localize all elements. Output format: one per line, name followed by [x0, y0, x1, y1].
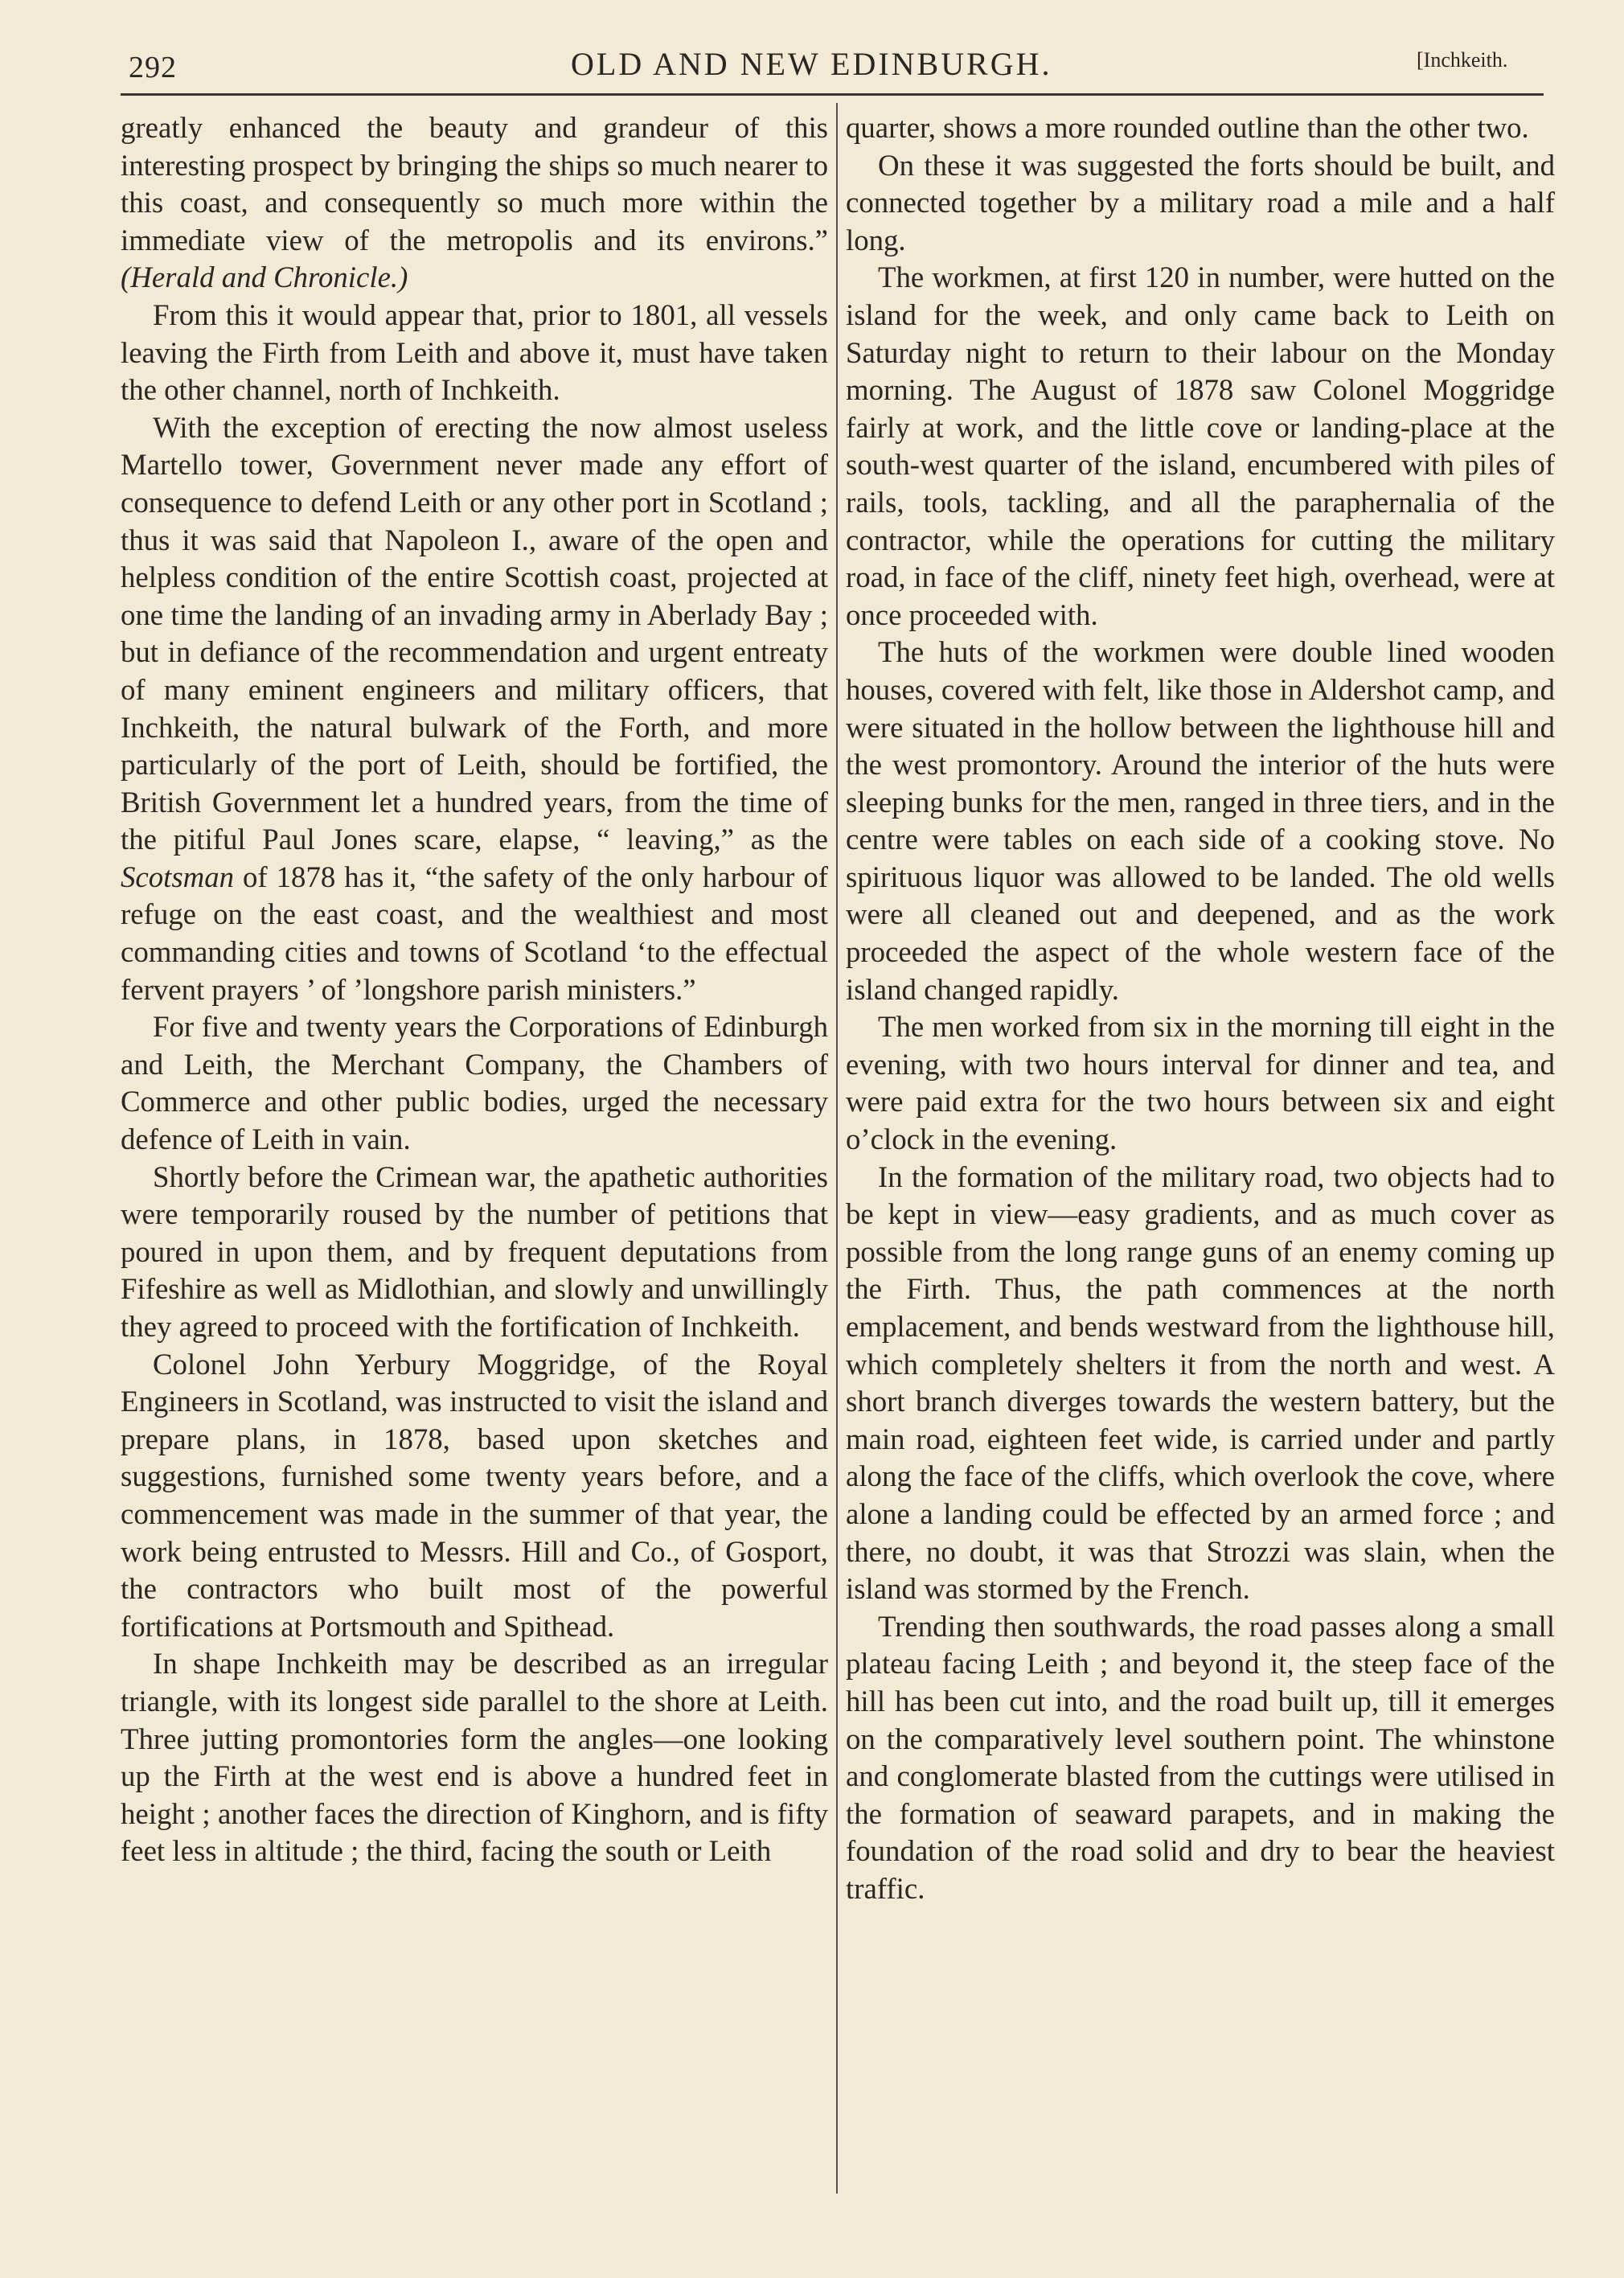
paragraph: Colonel John Yerbury Moggridge, of the Royal Engineers in Scotland, was instructed to visit the island and prepare plans, in 1878, based upon sketches and suggestions, furnished some twenty years before, and a commencement was made in the summer of that year, the work being entrusted to Messrs. Hill and Co., of Gosport, the contractors who built most of the powerful fortifications at Portsmouth and Spithead. — [121, 1347, 828, 1643]
paragraph — [121, 109, 828, 297]
running-section: [Inchkeith. — [1417, 48, 1508, 72]
paragraph: The men worked from six in the morning till eight in the evening, with two hours interval for dinner and tea, and were paid extra for the two hours between six and eight o’clock in the evening. — [846, 1010, 1555, 1156]
paragraph: In shape Inchkeith may be described as an irregular triangle, with its longest side parallel to the shore at Leith. Three jutting promontories form the angles—one looking up the Firth at the west end is above a hundred feet in height ; another faces the direction of Kinghorn, and is fifty feet less in altitude ; the third, facing the south or Leith — [121, 1647, 828, 1868]
paragraph: Shortly before the Crimean war, the apathetic authorities were temporarily roused by the number of petitions that poured in upon them, and by frequent deputations from Fifeshire as well as Midlothian, and slowly and unwillingly they agreed to proceed with the fortification of Inchkeith. — [121, 1160, 828, 1343]
paragraph-text: With the exception of erecting the now almost useless Martello tower, Government never made any effort of consequence to defend Leith or any other port in Scotland ; thus it was said that Napoleon I., aware of the open and helpless condition of the entire Scottish coast, projected at one time the landing of an invading army in Aberlady Bay ; but in defiance of the recommendation and urgent entreaty of many eminent engineers and military officers, that Inchkeith, the natural bulwark of the Forth, and more particularly of the port of Leith, should be fortified, the British Government let a hundred years, from the time of the pitiful Paul Jones scare, elapse, “ leaving,” as the — [121, 410, 828, 856]
page-header — [121, 42, 1536, 90]
left-column — [121, 109, 828, 2192]
paragraph: The workmen, at first 120 in number, were hutted on the island for the week, and only came back to Leith on Saturday night to return to their labour on the Monday morning. The August of 1878 saw Colonel Moggridge fairly at work, and the little cove or landing-place at the south-west quarter of the island, encumbered with piles of rails, tools, tackling, and all the paraphernalia of the contractor, while the operations for cutting the military road, in face of the cliff, ninety feet high, overhead, were at once proceeded with. — [846, 261, 1555, 631]
paragraph — [121, 409, 828, 1009]
newspaper-title: Scotsman — [121, 860, 235, 893]
paragraph-text: greatly enhanced the beauty and grandeur of this interesting prospect by bringing the ships so much nearer to this coast, and consequently so much more within the immediate view of the metropolis and its environs.” — [121, 111, 828, 257]
right-column — [846, 109, 1555, 2192]
paragraph: On these it was suggested the forts should be built, and connected together by a military road a mile and a half long. — [846, 148, 1555, 257]
page-number: 292 — [129, 51, 177, 84]
header-rule — [121, 93, 1544, 96]
paragraph: In the formation of the military road, two objects had to be kept in view—easy gradients, and as much cover as possible from the long range guns of an enemy coming up the Firth. Thus, the path commences at the north emplacement, and bends westward from the lighthouse hill, which completely shelters it from the north and west. A short branch diverges towards the western battery, but the main road, eighteen feet wide, is carried under and partly along the face of the cliffs, which overlook the cove, where alone a landing could be effected by an armed force ; and there, no doubt, it was that Strozzi was slain, when the island was stormed by the French. — [846, 1160, 1555, 1606]
paragraph: From this it would appear that, prior to 1801, all vessels leaving the Firth from Leith and above it, must have taken the other channel, north of Inchkeith. — [121, 298, 828, 407]
running-title: OLD AND NEW EDINBURGH. — [571, 46, 1052, 82]
paragraph-text: of 1878 has it, “the safety of the only harbour of refuge on the east coast, and the wealthiest and most commanding cities and towns of Scotland ‘to the effectual fervent prayers ’ of ’longshore parish ministers.” — [121, 860, 828, 1006]
paragraph: Trending then southwards, the road passes along a small plateau facing Leith ; and beyond it, the steep face of the hill has been cut into, and the road built up, till it emerges on the comparatively level southern point. The whinstone and conglomerate blasted from the cuttings were utilised in the formation of seaward parapets, and in making the foundation of the road solid and dry to bear the heaviest traffic. — [846, 1609, 1555, 1905]
paragraph: quarter, shows a more rounded outline than the other two. — [846, 111, 1529, 144]
paragraph: For five and twenty years the Corporations of Edinburgh and Leith, the Merchant Company, the Chambers of Commerce and other public bodies, urged the necessary defence of Leith in vain. — [121, 1010, 828, 1156]
column-divider — [836, 103, 838, 2194]
paragraph: The huts of the workmen were double lined wooden houses, covered with felt, like those in Aldershot camp, and were situated in the hollow between the lighthouse hill and the west promontory. Around the interior of the huts were sleeping bunks for the men, ranged in three tiers, and in the centre were tables on each side of a cooking stove. No spirituous liquor was allowed to be landed. The old wells were all cleaned out and deepened, and as the work proceeded the aspect of the whole western face of the island changed rapidly. — [846, 635, 1555, 1006]
source-citation: (Herald and Chronicle.) — [121, 261, 408, 294]
